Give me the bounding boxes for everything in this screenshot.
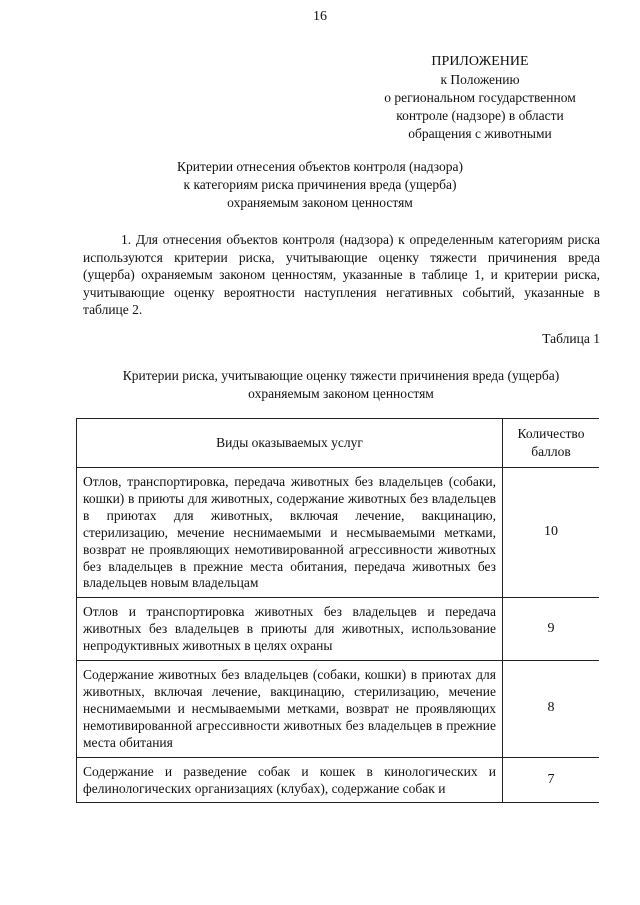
appendix-heading: ПРИЛОЖЕНИЕ [431, 54, 529, 69]
table-row [77, 598, 600, 661]
criteria-title-line: Критерии отнесения объектов контроля (надзора) [176, 159, 464, 174]
table-title [80, 367, 602, 403]
points-cell: 10 [503, 468, 600, 598]
page-number: 16 [313, 9, 327, 24]
table-title-line: охраняемым законом ценностям [248, 386, 434, 401]
service-cell: Содержание и разведение собак и кошек в кинологических и фелинологических организациях (клубах), содержание собак и [77, 757, 503, 803]
risk-criteria-table-wrapper [76, 418, 599, 905]
points-cell: 9 [503, 598, 600, 661]
service-cell: Отлов, транспортировка, передача животных без владельцев (собаки, кошки) в приюты для животных, содержание животных без владельцев в приютах для животных, включая лечение, вакцинацию, стерилизацию, мечение неснимаемыми и несмываемыми метками, возврат не проявляющих немотивированной агрессивности животных без владельцев в прежние места обитания, передача животных без владельцев новым владельцам [77, 468, 503, 598]
risk-criteria-table [76, 418, 599, 803]
appendix-line: обращения с животными [408, 126, 552, 141]
appendix-line: о региональном государственном [384, 90, 576, 105]
criteria-title-line: к категориям риска причинения вреда (ущерба) [183, 177, 457, 192]
criteria-title [100, 158, 540, 212]
header-services: Виды оказываемых услуг [77, 419, 503, 468]
criteria-title-line: охраняемым законом ценностям [227, 195, 413, 210]
appendix-block [360, 53, 600, 143]
header-points: Количество баллов [503, 419, 600, 468]
points-cell: 7 [503, 757, 600, 803]
table-header-row [77, 419, 600, 468]
intro-paragraph: 1. Для отнесения объектов контроля (надзора) к определенным категориям риска используются критерии риска, учитывающие оценку тяжести причинения вреда (ущерба) охраняемым законом ценностям, указанные в таблице 1, и критерии риска, учитывающие оценку вероятности наступления негативных событий, указанные в таблице 2. [83, 232, 600, 318]
service-cell: Отлов и транспортировка животных без владельцев и передача животных без владельцев в приюты для животных, использование непродуктивных животных в целях охраны [77, 598, 503, 661]
table-label: Таблица 1 [542, 331, 600, 346]
table-title-line: Критерии риска, учитывающие оценку тяжести причинения вреда (ущерба) [122, 368, 560, 383]
table-row [77, 661, 600, 758]
table-row [77, 468, 600, 598]
appendix-line: к Положению [440, 72, 520, 87]
service-cell: Содержание животных без владельцев (собаки, кошки) в приютах для животных, включая лечение, вакцинацию, стерилизацию, мечение неснимаемыми и несмываемыми метками, возврат не проявляющих немотивированной агрессивности животных без владельцев в прежние места обитания [77, 661, 503, 758]
points-cell: 8 [503, 661, 600, 758]
table-row [77, 757, 600, 803]
appendix-line: контроле (надзоре) в области [396, 108, 564, 123]
